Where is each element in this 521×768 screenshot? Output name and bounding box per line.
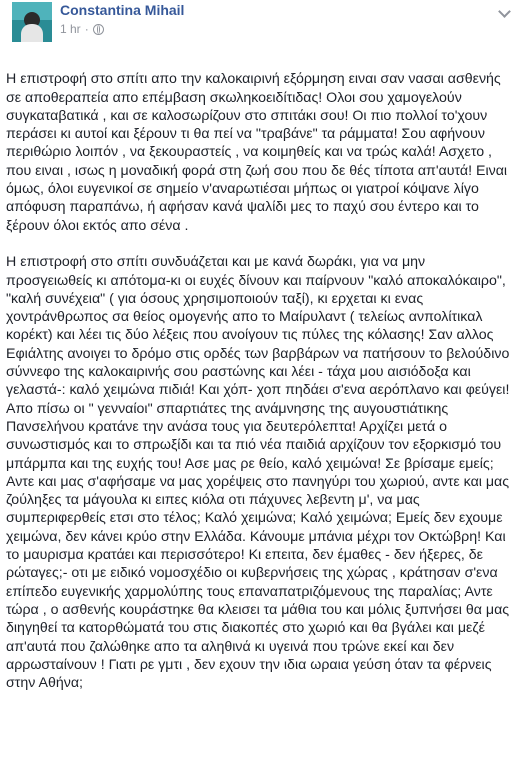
avatar-body xyxy=(21,24,43,42)
meta-separator: · xyxy=(84,22,89,36)
post-timestamp[interactable]: 1 hr xyxy=(60,22,81,36)
post-header xyxy=(0,0,521,44)
post-body xyxy=(6,52,515,711)
chevron-down-icon[interactable] xyxy=(497,6,511,20)
post-paragraph: Η επιστροφή στο σπίτι απο την καλοκαιρινή εξόρμηση ειναι σαν νασαι ασθενής σε αποθεραπεία απο επέμβαση σκωληκοειδίτιδας! Ολοι σου χαμογελούν συγκαταβατικά , και σε καλοσωρίζουν στο σπιτάκι σου! Οι πιο πολλοί το'χουν περάσει κι αυτοί και ξέρουν τι θα πεί να "τραβάνε" τα ράμματα! Σου αφήνουν περιθώριο λοιπόν , να ξεκουραστείς , να κοιμηθείς και να τρώς καλά! Ασχετο , που ειναι , ισως η μοναδική φορά στη ζωή σου που δε θές τίποτα απ'αυτά! Ειναι όμως, όλοι ευγενικοί σε σημείο ν'αναρωτιέσαι μήπως οι γιατροί κόψανε λίγο απόφυση παραπάνω, ή αφήσαν κανά ψαλίδι μες το παχύ σου έντερο και το ξέρουν όλοι εκτός απο σένα . xyxy=(6,71,508,234)
author-name[interactable]: Constantina Mihail xyxy=(60,2,185,18)
post-paragraph: Η επιστροφή στο σπίτι συνδυάζεται και με κανά δωράκι, για να μην προσγειωθείς κι απότομα-κι οι ευχές δίνουν και παίρνουν "καλό αποκαλόκαιρο", "καλή συνέχεια" ( για όσους χρησιμοποιούν ταξί), κι ερχεται κι ενας χοντράνθρωπος σα θείος ομογενής απο το Μαίρυλαντ ( τελείως ανπολίτικαλ κορέκτ) και λέει τις δύο λέξεις που ανοίγουν τις πύλες της κόλασης! Σαν αλλος Εφιάλτης ανοιγει το δρόμο στις ορδές των βαρβάρων να πατήσουν το βελούδινο σύννεφο της καλοκαιρινής σου ραστώνης και λέει - τάχα μου αισιόδοξα και γελαστά-: καλό χειμώνα πιδιά! Και χόπ- χοπ πηδάει σ'ενα αερόπλανο και φεύγει! Απο πίσω οι " γενναίοι" σπαρτιάτες της ανάμνησης της αυγουστιάτικης Πανσελήνου κρατάνε την ανάσα τους για δευτερόλεπτα! Αρχίζει μετά ο συνωστισμός και το σπρωξίδι και τα πιό νέα παιδιά αρχίζουν τον εξορκισμό του μπάρμπα και της ευχής του! Ασε μας ρε θείο, καλό χειμώνα! Σε βρίσαμε εμείς; Αντε και μας σ'αφήσαμε να μας χορέψεις στο πανηγύρι του χωριού, αντε και μας ζούληξες τα μάγουλα κι ειπες κιόλα οτι πάχυνες λεβεντη μ', να μας συμπεριφερθείς ετσι στο τέλος; Καλό χειμώνα; Καλό χειμώνα; Εμείς δεν εχουμε χειμώνα, δεν κάνει κρύο στην Ελλάδα. Κάνουμε μπάνια μέχρι τον Οκτώβρη! Και το μαυρισμα κρατάει και περισσότερο! Κι επειτα, δεν έμαθες - δεν ήξερες, δε ρώταγες;- οτι με ειδικό νομοσχέδιο οι κυβερνήσεις της χώρας , κράτησαν σ'ενα επίπεδο ευγενικής χαρμολύπης τους επαναπατριζόμενους της παραλίας; Αντε τώρα , ο ασθενής κουράστηκε θα κλεισει τα μάθια του και μόλις ξυπνήσει θα μας διηγηθεί τα κατορθώματά του στις διακοπές στο χωριό και θα βγάλει και μεζέ απ'αυτά που ζαλώθηκε απο τα αληθινά κι υγεινά που τρώνε εκεί και δεν αρρωσταίνουν ! Γιατι ρε γμτι , δεν εχουν την ιδια ωραια γεύση όταν τα φέρνεις στην Αθήνα; xyxy=(6,254,510,692)
post-meta xyxy=(60,22,104,36)
avatar[interactable] xyxy=(12,2,52,42)
globe-icon[interactable] xyxy=(93,24,104,35)
